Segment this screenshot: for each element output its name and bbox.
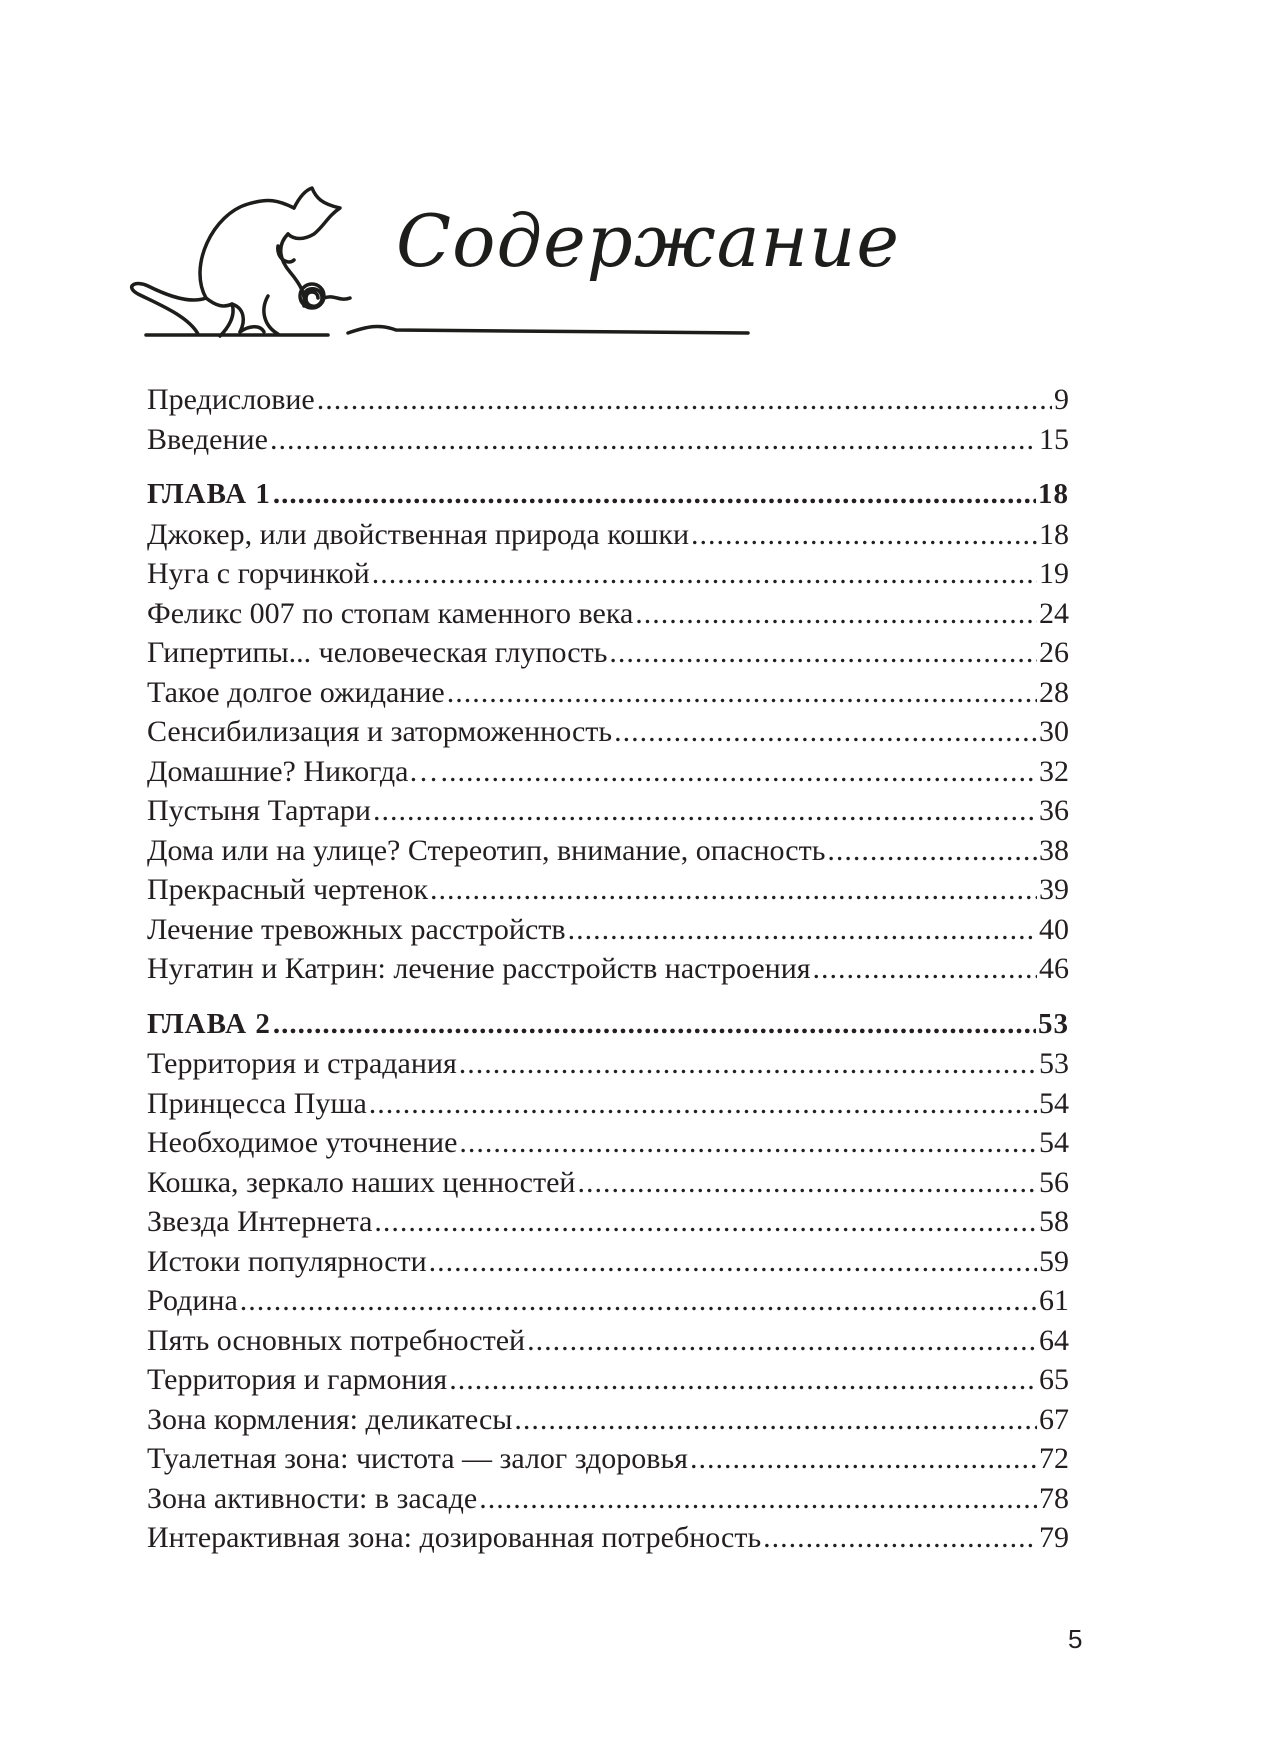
toc-entry-title: Нуга с горчинкой	[147, 557, 370, 590]
leader-dots	[317, 380, 1052, 420]
leader-dots	[827, 831, 1037, 871]
leader-dots	[374, 1202, 1037, 1242]
contents-header	[128, 186, 900, 346]
toc-entry-page: 53	[1039, 1047, 1069, 1080]
toc-entry-page: 19	[1039, 557, 1069, 590]
toc-entry-title: Лечение тревожных расстройств	[147, 912, 566, 946]
toc-entry-title: Туалетная зона: чистота — залог здоровья	[147, 1442, 688, 1475]
toc-entry-title: Домашние? Никогда…	[147, 754, 439, 788]
toc-entry-page: 36	[1039, 794, 1069, 827]
toc-chapter-2[interactable]	[147, 1005, 1069, 1045]
leader-dots	[763, 1518, 1037, 1558]
toc-entry-page: 26	[1039, 636, 1069, 669]
leader-dots	[240, 1281, 1037, 1321]
toc-entry-title: Необходимое уточнение	[147, 1126, 458, 1159]
toc-entry[interactable]	[147, 1242, 1069, 1282]
leader-dots	[372, 554, 1037, 594]
toc-entry-title: Введение	[147, 422, 268, 456]
toc-entry-title: Истоки популярности	[147, 1244, 427, 1278]
toc-entry-page: 54	[1039, 1086, 1069, 1120]
toc-entry[interactable]	[147, 1163, 1069, 1203]
toc-entry-page: 32	[1039, 754, 1069, 788]
toc-entry-page: 78	[1039, 1481, 1069, 1515]
toc-entry-title: Звезда Интернета	[147, 1205, 373, 1238]
toc-entry-page: 38	[1039, 833, 1069, 867]
leader-dots	[429, 1242, 1037, 1282]
toc-entry-page: 79	[1039, 1521, 1069, 1554]
toc-entry[interactable]	[147, 673, 1069, 713]
toc-entry-page: 39	[1039, 873, 1069, 906]
toc-entry-page: 61	[1039, 1284, 1069, 1317]
toc-entry-page: 58	[1039, 1205, 1069, 1238]
toc-entry[interactable]	[147, 515, 1069, 555]
leader-dots	[691, 515, 1037, 555]
leader-dots	[459, 1123, 1037, 1163]
leader-dots	[459, 1044, 1037, 1084]
toc-entry[interactable]	[147, 1518, 1069, 1558]
toc-entry[interactable]	[147, 949, 1069, 989]
leader-dots	[447, 673, 1037, 713]
toc-chapter-1[interactable]	[147, 475, 1069, 515]
toc-entry-page: 65	[1039, 1363, 1069, 1396]
toc-entry[interactable]	[147, 1479, 1069, 1519]
toc-entry[interactable]	[147, 1439, 1069, 1479]
toc-entry-title: Феликс 007 по стопам каменного века	[147, 596, 634, 630]
toc-entry-title: Прекрасный чертенок	[147, 873, 429, 906]
toc-entry-page: 64	[1039, 1323, 1069, 1357]
toc-entry-page: 67	[1039, 1402, 1069, 1436]
leader-dots	[273, 1005, 1036, 1045]
toc-entry-page: 30	[1039, 715, 1069, 748]
toc-entry-title: Принцесса Пуша	[147, 1086, 367, 1120]
toc-entry[interactable]	[147, 870, 1069, 910]
toc-entry[interactable]	[147, 712, 1069, 752]
toc-entry[interactable]	[147, 420, 1069, 460]
toc-entry-title: Предисловие	[147, 383, 315, 416]
toc-entry-page: 46	[1039, 952, 1069, 985]
leader-dots	[369, 1084, 1037, 1124]
leader-dots	[273, 475, 1036, 515]
leader-dots	[614, 712, 1037, 752]
toc-entry-title: Зона активности: в засаде	[147, 1481, 478, 1515]
leader-dots	[479, 1479, 1037, 1519]
leader-dots	[609, 633, 1037, 673]
leader-dots	[527, 1321, 1037, 1361]
toc-entry-title: Кошка, зеркало наших ценностей	[147, 1165, 576, 1199]
page-title: Содержание	[396, 199, 900, 283]
toc-entry[interactable]	[147, 752, 1069, 792]
toc-entry-title: Территория и гармония	[147, 1363, 448, 1396]
toc-entry[interactable]	[147, 1084, 1069, 1124]
toc-entry-title: Пять основных потребностей	[147, 1323, 526, 1357]
toc-entry-page: 24	[1039, 596, 1069, 630]
toc-entry[interactable]	[147, 1123, 1069, 1163]
leader-dots	[270, 420, 1037, 460]
toc-entry-title: Сенсибилизация и заторможенность	[147, 715, 613, 748]
toc-entry-page: 72	[1039, 1442, 1069, 1475]
toc-entry[interactable]	[147, 910, 1069, 950]
toc-entry-title: Интерактивная зона: дозированная потребность	[147, 1521, 762, 1554]
toc-entry[interactable]	[147, 380, 1069, 420]
toc-entry[interactable]	[147, 594, 1069, 634]
toc-entry-page: 28	[1039, 675, 1069, 709]
toc-entry[interactable]	[147, 791, 1069, 831]
leader-dots	[430, 870, 1037, 910]
chapter-title: ГЛАВА 1	[147, 478, 271, 510]
toc-entry-title: Дома или на улице? Стереотип, внимание, опасность	[147, 833, 826, 867]
toc-entry[interactable]	[147, 1360, 1069, 1400]
toc-entry-page: 40	[1039, 912, 1069, 946]
toc-entry[interactable]	[147, 1400, 1069, 1440]
leader-dots	[690, 1439, 1037, 1479]
toc-entry-title: Территория и страдания	[147, 1047, 457, 1080]
toc-entry-title: Родина	[147, 1284, 238, 1317]
toc-entry-title: Зона кормления: деликатесы	[147, 1402, 513, 1436]
toc-entry-page: 56	[1039, 1165, 1069, 1199]
toc-entry[interactable]	[147, 1044, 1069, 1084]
toc-entry-title: Гипертипы... человеческая глупость	[147, 636, 608, 669]
toc-entry-page: 54	[1039, 1126, 1069, 1159]
toc-entry-title: Пустыня Тартари	[147, 794, 371, 827]
leader-dots	[568, 910, 1037, 950]
toc-entry[interactable]	[147, 554, 1069, 594]
toc-entry[interactable]	[147, 831, 1069, 871]
toc-entry-title: Такое долгое ожидание	[147, 675, 445, 709]
toc-entry[interactable]	[147, 1202, 1069, 1242]
table-of-contents	[147, 380, 1069, 1558]
chapter-page: 53	[1038, 1007, 1069, 1040]
leader-dots	[577, 1163, 1037, 1203]
leader-dots	[449, 1360, 1037, 1400]
chapter-title: ГЛАВА 2	[147, 1007, 271, 1040]
toc-entry-page: 59	[1039, 1244, 1069, 1278]
leader-dots	[441, 752, 1038, 792]
page-number: 5	[1068, 1624, 1083, 1654]
toc-entry-title: Нугатин и Катрин: лечение расстройств настроения	[147, 952, 811, 985]
toc-entry[interactable]	[147, 1281, 1069, 1321]
leader-dots	[635, 594, 1037, 634]
toc-entry-page: 9	[1054, 383, 1069, 416]
toc-entry-title: Джокер, или двойственная природа кошки	[147, 517, 690, 551]
chapter-page: 18	[1038, 478, 1069, 510]
leader-dots	[813, 949, 1037, 989]
toc-entry-page: 15	[1039, 422, 1069, 456]
leader-dots	[514, 1400, 1037, 1440]
toc-entry[interactable]	[147, 1321, 1069, 1361]
toc-entry-page: 18	[1039, 517, 1069, 551]
toc-entry[interactable]	[147, 633, 1069, 673]
leader-dots	[373, 791, 1037, 831]
